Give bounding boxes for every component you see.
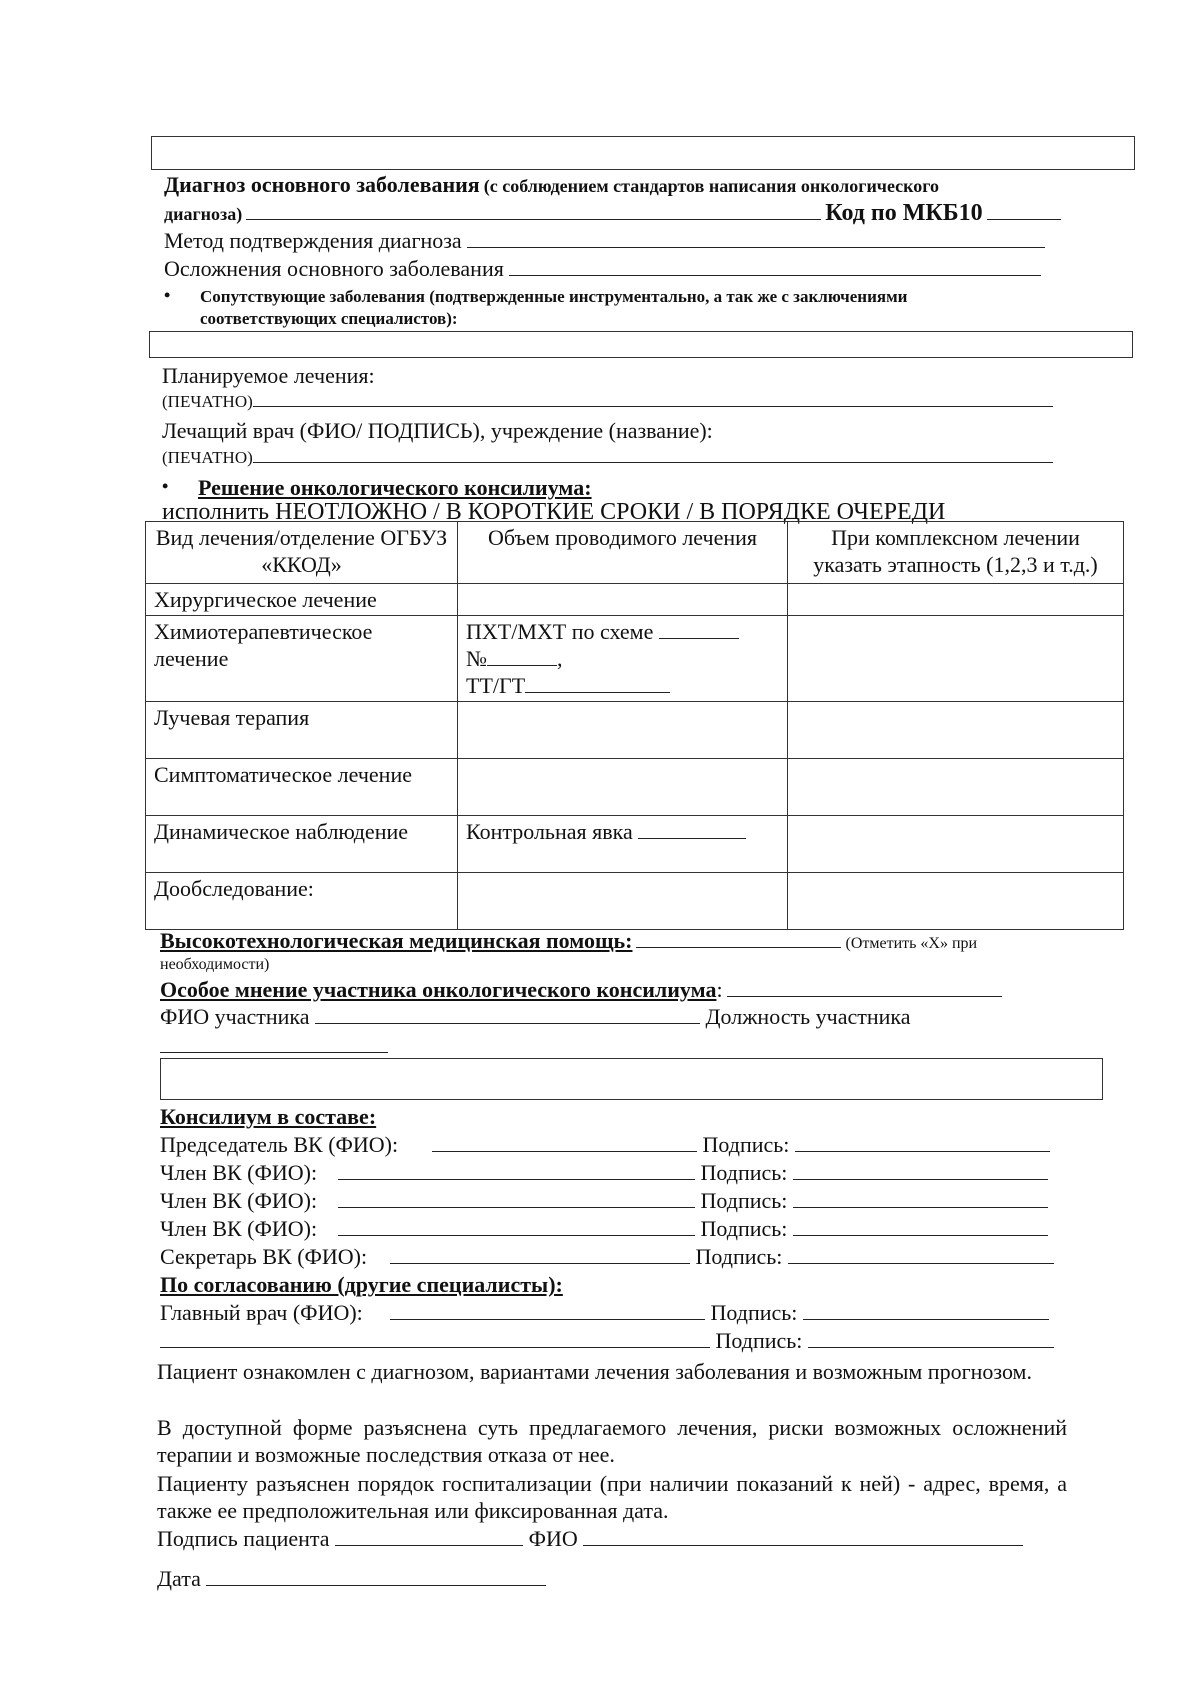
diagnosis-title: Диагноз основного заболевания: [164, 172, 480, 197]
doctor-printed-label: (ПЕЧАТНО): [162, 448, 253, 467]
method-field[interactable]: [467, 246, 1045, 248]
council-title: Консилиум в составе:: [160, 1104, 377, 1129]
row-stage[interactable]: [788, 816, 1124, 873]
row-volume[interactable]: [458, 759, 788, 816]
complications-row: [164, 256, 1041, 282]
council-member-row: [160, 1216, 1048, 1242]
member-label: Член ВК (ФИО):: [160, 1216, 318, 1241]
table-row: [146, 702, 1124, 759]
row-type: Лучевая терапия: [146, 702, 458, 759]
member-sign-field[interactable]: [793, 1206, 1048, 1208]
opinion-fio-field[interactable]: [315, 1022, 700, 1024]
table-row: [146, 616, 1124, 702]
member-fio-field[interactable]: [390, 1262, 690, 1264]
volume-number-label: №: [466, 646, 487, 671]
row-volume[interactable]: [458, 616, 788, 702]
planned-title: Планируемое лечения:: [162, 363, 375, 388]
member-sign-label: Подпись:: [700, 1216, 788, 1241]
agreement-title: По согласованию (другие специалисты):: [160, 1272, 563, 1297]
patient-paragraph-1: Пациент ознакомлен с диагнозом, вариантами лечения заболевания и возможным прогнозом.: [157, 1359, 1032, 1384]
opinion-row: [160, 977, 1002, 1003]
member-sign-field[interactable]: [795, 1150, 1050, 1152]
doctor-field[interactable]: [253, 461, 1053, 463]
council-member-row: [160, 1160, 1048, 1186]
council-member-row: [160, 1244, 1054, 1270]
row-stage[interactable]: [788, 702, 1124, 759]
bullet-icon: •: [162, 476, 169, 496]
member-label: Председатель ВК (ФИО):: [160, 1132, 399, 1157]
row-volume[interactable]: [458, 873, 788, 930]
patient-sign-field[interactable]: [335, 1544, 523, 1546]
row-type: Хирургическое лечение: [146, 584, 458, 616]
control-visit-label: Контрольная явка: [466, 819, 633, 844]
row-type: Динамическое наблюдение: [146, 816, 458, 873]
opinion-label: Особое мнение участника онкологического консилиума: [160, 977, 717, 1002]
extra-sign-label: Подпись:: [715, 1328, 803, 1353]
top-empty-box: [151, 136, 1135, 170]
diagnosis-field[interactable]: [246, 218, 821, 220]
row-type: Химиотерапевтическое лечение: [146, 616, 458, 702]
patient-paragraph-2: В доступной форме разъяснена суть предлагаемого лечения, риски возможных осложнений терапии и возможные последствия отказа от нее.: [157, 1415, 1067, 1467]
doctor-printed-row: [162, 448, 1053, 468]
planned-printed-label: (ПЕЧАТНО): [162, 392, 253, 411]
hitech-field[interactable]: [636, 946, 841, 948]
comorbid-box[interactable]: [149, 331, 1133, 358]
date-label: Дата: [157, 1566, 201, 1591]
patient-sign-row: [157, 1526, 1023, 1552]
member-sign-label: Подпись:: [700, 1160, 788, 1185]
member-sign-field[interactable]: [793, 1178, 1048, 1180]
member-fio-field[interactable]: [338, 1178, 695, 1180]
hitech-note-2: необходимости): [160, 956, 270, 973]
chief-label: Главный врач (ФИО):: [160, 1300, 363, 1325]
row-stage[interactable]: [788, 759, 1124, 816]
extra-fio-field[interactable]: [160, 1346, 710, 1348]
opinion-fio-label: ФИО участника: [160, 1004, 310, 1029]
opinion-box[interactable]: [160, 1058, 1103, 1100]
diagnosis-row: [164, 200, 1061, 227]
method-row: [164, 228, 1045, 254]
volume-tt-label: ТТ/ГТ: [466, 673, 526, 698]
member-fio-field[interactable]: [338, 1206, 695, 1208]
member-sign-label: Подпись:: [700, 1188, 788, 1213]
opinion-colon: :: [716, 977, 723, 1002]
patient-fio-field[interactable]: [583, 1544, 1023, 1546]
planned-printed-row: [162, 392, 1053, 412]
chief-fio-field[interactable]: [390, 1318, 705, 1320]
row-volume[interactable]: [458, 584, 788, 616]
table-header-row: [146, 522, 1124, 584]
volume-number-suffix: ,: [557, 646, 563, 671]
diagnosis-title-note: (с соблюдением стандартов написания онкологического: [483, 176, 940, 196]
chief-sign-label: Подпись:: [710, 1300, 798, 1325]
table-row: [146, 816, 1124, 873]
scheme-field[interactable]: [659, 637, 739, 639]
control-visit-field[interactable]: [638, 837, 746, 839]
chief-sign-field[interactable]: [803, 1318, 1049, 1320]
opinion-position-field[interactable]: [160, 1051, 388, 1053]
row-type: Дообследование:: [146, 873, 458, 930]
council-member-row: [160, 1188, 1048, 1214]
opinion-field[interactable]: [727, 995, 1002, 997]
row-volume[interactable]: [458, 816, 788, 873]
volume-scheme-label: ПХТ/МХТ по схеме: [466, 619, 654, 644]
row-volume[interactable]: [458, 702, 788, 759]
member-sign-label: Подпись:: [695, 1244, 783, 1269]
hitech-label: Высокотехнологическая медицинская помощь:: [160, 928, 633, 953]
header-stage: При комплексном лечении указать этапность (1,2,3 и т.д.): [788, 522, 1124, 584]
row-stage[interactable]: [788, 873, 1124, 930]
table-row: [146, 584, 1124, 616]
row-stage[interactable]: [788, 584, 1124, 616]
member-sign-label: Подпись:: [702, 1132, 790, 1157]
extra-sign-field[interactable]: [808, 1346, 1054, 1348]
member-label: Секретарь ВК (ФИО):: [160, 1244, 368, 1269]
date-field[interactable]: [206, 1584, 546, 1586]
method-label: Метод подтверждения диагноза: [164, 228, 462, 253]
council-member-row: [160, 1132, 1050, 1158]
member-sign-field[interactable]: [793, 1234, 1048, 1236]
comorbid-label: Сопутствующие заболевания (подтвержденные инструментально, а так же с заключениями: [200, 287, 908, 306]
complications-field[interactable]: [509, 274, 1041, 276]
member-label: Член ВК (ФИО):: [160, 1188, 318, 1213]
hitech-note: (Отметить «Х» при: [845, 935, 978, 952]
icd-label: Код по МКБ10: [825, 200, 983, 226]
table-row: [146, 873, 1124, 930]
planned-field[interactable]: [253, 405, 1053, 407]
comorbid-label-2: соответствующих специалистов):: [200, 309, 458, 328]
chief-row: [160, 1300, 1049, 1326]
opinion-position-row: [160, 1040, 388, 1058]
diagnosis-title-note2: диагноза): [164, 204, 243, 224]
opinion-fio-row: [160, 1004, 911, 1030]
tt-field[interactable]: [525, 691, 670, 693]
opinion-position-label: Должность участника: [705, 1004, 911, 1029]
doctor-label: Лечащий врач (ФИО/ ПОДПИСЬ), учреждение (название):: [162, 418, 713, 443]
hitech-row: [160, 928, 977, 954]
table-row: [146, 759, 1124, 816]
row-type: Симптоматическое лечение: [146, 759, 458, 816]
header-volume: Объем проводимого лечения: [458, 522, 788, 584]
row-stage[interactable]: [788, 616, 1124, 702]
member-fio-field[interactable]: [338, 1234, 695, 1236]
bullet-icon: •: [164, 285, 171, 305]
date-row: [157, 1566, 546, 1592]
member-fio-field[interactable]: [432, 1150, 697, 1152]
decision-urgency: исполнить НЕОТЛОЖНО / В КОРОТКИЕ СРОКИ / В ПОРЯДКЕ ОЧЕРЕДИ: [162, 499, 946, 525]
patient-fio-label: ФИО: [528, 1526, 578, 1551]
treatment-table: [145, 521, 1124, 930]
diagnosis-title-row: [164, 172, 939, 198]
decision-title: Решение онкологического консилиума:: [198, 475, 592, 500]
number-field[interactable]: [487, 664, 557, 666]
patient-sign-label: Подпись пациента: [157, 1526, 330, 1551]
member-sign-field[interactable]: [788, 1262, 1054, 1264]
icd-field[interactable]: [987, 218, 1061, 220]
extra-specialist-row: [160, 1328, 1054, 1354]
complications-label: Осложнения основного заболевания: [164, 256, 504, 281]
header-type: Вид лечения/отделение ОГБУЗ «ККОД»: [146, 522, 458, 584]
member-label: Член ВК (ФИО):: [160, 1160, 318, 1185]
patient-paragraph-3: Пациенту разъяснен порядок госпитализации (при наличии показаний к ней) - адрес, время, а также ее предположительная или фиксированная дата.: [157, 1471, 1067, 1523]
